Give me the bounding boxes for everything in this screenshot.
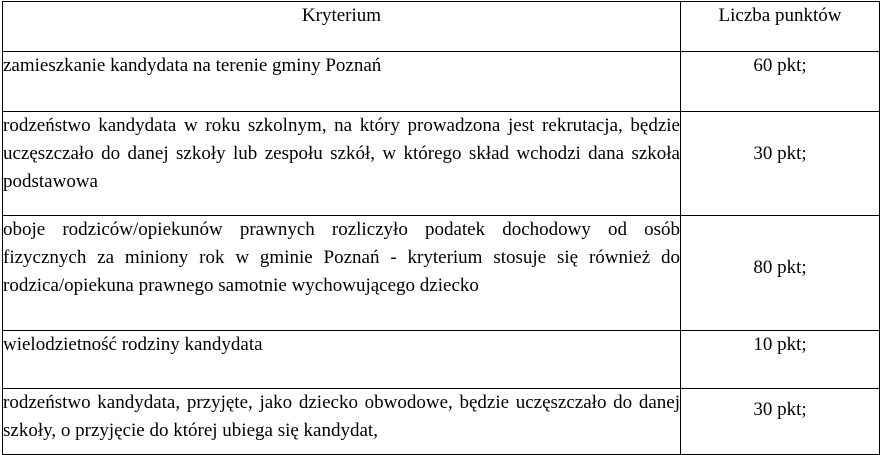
table-header-row bbox=[3, 2, 880, 52]
criterion-cell: wielodzietność rodziny kandydata bbox=[3, 331, 681, 389]
criterion-cell: zamieszkanie kandydata na terenie gminy Poznań bbox=[3, 52, 681, 112]
table-row bbox=[3, 331, 880, 389]
table-row bbox=[3, 216, 880, 331]
criterion-cell: rodzeństwo kandydata, przyjęte, jako dziecko obwodowe, będzie uczęszczało do danej szkoły, o przyjęcie do której ubiega się kandydat, bbox=[3, 389, 681, 455]
criterion-cell: rodzeństwo kandydata w roku szkolnym, na który prowadzona jest rekrutacja, będzie uczęszczało do danej szkoły lub zespołu szkół, w którego skład wchodzi dana szkoła podstawowa bbox=[3, 112, 681, 216]
header-points: Liczba punktów bbox=[681, 2, 880, 52]
points-cell: 10 pkt; bbox=[681, 331, 880, 389]
points-cell: 60 pkt; bbox=[681, 52, 880, 112]
table-row bbox=[3, 52, 880, 112]
header-criterion: Kryterium bbox=[3, 2, 681, 52]
table-row bbox=[3, 112, 880, 216]
table-row bbox=[3, 389, 880, 455]
points-cell: 30 pkt; bbox=[681, 112, 880, 216]
points-cell: 30 pkt; bbox=[681, 389, 880, 455]
criterion-cell: oboje rodziców/opiekunów prawnych rozliczyło podatek dochodowy od osób fizycznych za miniony rok w gminie Poznań - kryterium stosuje się również do rodzica/opiekuna prawnego samotnie wychowującego dziecko bbox=[3, 216, 681, 331]
criteria-table bbox=[2, 1, 880, 455]
points-cell: 80 pkt; bbox=[681, 216, 880, 331]
